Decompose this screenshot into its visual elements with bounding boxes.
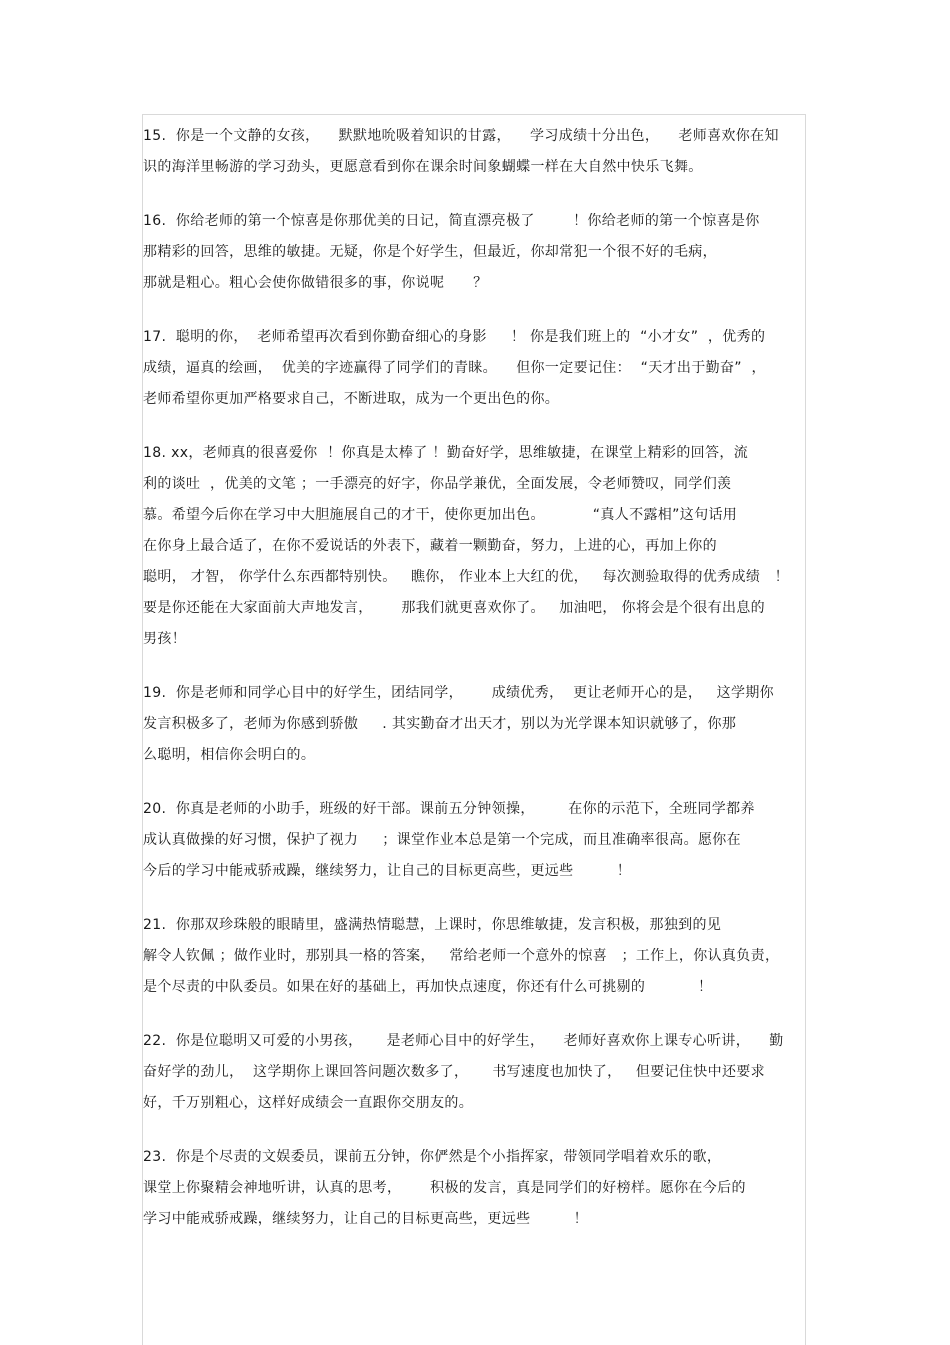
text-line: 奋好学的劲儿， 这学期你上课回答问题次数多了， 书写速度也加快了， 但要记住快中还要求 bbox=[143, 1064, 765, 1080]
text-line: 聪明， 才智， 你学什么东西都特别快。 瞧你， 作业本上大红的优， 每次测验取得的优秀成绩 ！ bbox=[143, 569, 789, 585]
comment-23 bbox=[143, 1142, 807, 1235]
text-line: 那精彩的回答，思维的敏捷。无疑，你是个好学生，但最近，你却常犯一个很不好的毛病， bbox=[143, 244, 717, 260]
text-line: 解令人钦佩 ；做作业时，那别具一格的答案， 常给老师一个意外的惊喜 ；工作上，你认真负责， bbox=[143, 948, 780, 964]
text-line: 学习中能戒骄戒躁，继续努力，让自己的目标更高些，更远些 ！ bbox=[143, 1211, 588, 1227]
text-line: 17. 聪明的你， 老师希望再次看到你勤奋细心的身影 ！ 你是我们班上的 “小才女” ，优秀的 bbox=[143, 329, 766, 345]
comment-20 bbox=[143, 794, 807, 887]
text-line: 是个尽责的中队委员。如果在好的基础上，再加快点速度，你还有什么可挑剔的 ！ bbox=[143, 979, 713, 995]
text-line: 好，千万别粗心，这样好成绩会一直跟你交朋友的。 bbox=[143, 1095, 474, 1111]
text-line: 20. 你真是老师的小助手，班级的好干部。课前五分钟领操， 在你的示范下，全班同学都养 bbox=[143, 801, 755, 817]
text-line: 成认真做操的好习惯，保护了视力 ；课堂作业本总是第一个完成，而且准确率很高。愿你在 bbox=[143, 832, 741, 848]
text-line: 15. 你是一个文静的女孩， 默默地吮吸着知识的甘露， 学习成绩十分出色， 老师喜欢你在知 bbox=[143, 128, 779, 144]
text-line: 慕。希望今后你在学习中大胆施展自己的才干，使你更加出色。 “真人不露相”这句话用 bbox=[143, 507, 738, 523]
text-line: 19. 你是老师和同学心目中的好学生，团结同学， 成绩优秀， 更让老师开心的是， 这学期你 bbox=[143, 685, 775, 701]
text-line: 23. 你是个尽责的文娱委员，课前五分钟，你俨然是个小指挥家，带领同学唱着欢乐的歌， bbox=[143, 1149, 722, 1165]
text-line: 发言积极多了，老师为你感到骄傲 . 其实勤奋才出天才，别以为光学课本知识就够了，你那 bbox=[143, 716, 737, 732]
text-line: 21. 你那双珍珠般的眼睛里，盛满热情聪慧，上课时，你思维敏捷，发言积极，那独到的见 bbox=[143, 917, 722, 933]
comment-22 bbox=[143, 1026, 807, 1119]
text-line: 老师希望你更加严格要求自己，不断进取，成为一个更出色的你。 bbox=[143, 391, 560, 407]
text-line: 要是你还能在大家面前大声地发言， 那我们就更喜欢你了。 加油吧， 你将会是个很有出息的 bbox=[143, 600, 765, 616]
text-line: 利的谈吐 ，优美的文笔 ；一手漂亮的好字，你品学兼优，全面发展，令老师赞叹，同学们羡 bbox=[143, 476, 732, 492]
text-line: 课堂上你聚精会神地听讲，认真的思考， 积极的发言，真是同学们的好榜样。愿你在今后的 bbox=[143, 1180, 746, 1196]
comment-19 bbox=[143, 678, 807, 771]
text-line: 18. xx，老师真的很喜爱你 ！你真是太棒了 ！勤奋好学，思维敏捷，在课堂上精彩的回答，流 bbox=[143, 445, 749, 461]
comment-18 bbox=[143, 438, 807, 655]
comment-21 bbox=[143, 910, 807, 1003]
text-line: 识的海洋里畅游的学习劲头，更愿意看到你在课余时间象蝴蝶一样在大自然中快乐飞舞。 bbox=[143, 159, 703, 175]
comment-16 bbox=[143, 206, 807, 299]
text-line: 今后的学习中能戒骄戒躁，继续努力，让自己的目标更高些，更远些 ！ bbox=[143, 863, 632, 879]
text-line: 在你身上最合适了，在你不爱说话的外表下，藏着一颗勤奋，努力，上进的心，再加上你的 bbox=[143, 538, 717, 554]
text-line: 那就是粗心。粗心会使你做错很多的事，你说呢 ？ bbox=[143, 275, 488, 291]
text-line: 成绩，逼真的绘画， 优美的字迹赢得了同学们的青睐。 但你一定要记住： “天才出于勤奋” ， bbox=[143, 360, 766, 376]
text-line: 男孩！ bbox=[143, 631, 187, 647]
comment-17 bbox=[143, 322, 807, 415]
text-line: 16. 你给老师的第一个惊喜是你那优美的日记，简直漂亮极了 ！你给老师的第一个惊喜是你 bbox=[143, 213, 760, 229]
text-line: 么聪明，相信你会明白的。 bbox=[143, 747, 316, 763]
document-body bbox=[143, 121, 807, 1258]
comment-15 bbox=[143, 121, 807, 183]
text-line: 22. 你是位聪明又可爱的小男孩， 是老师心目中的好学生， 老师好喜欢你上课专心听讲， 勤 bbox=[143, 1033, 784, 1049]
